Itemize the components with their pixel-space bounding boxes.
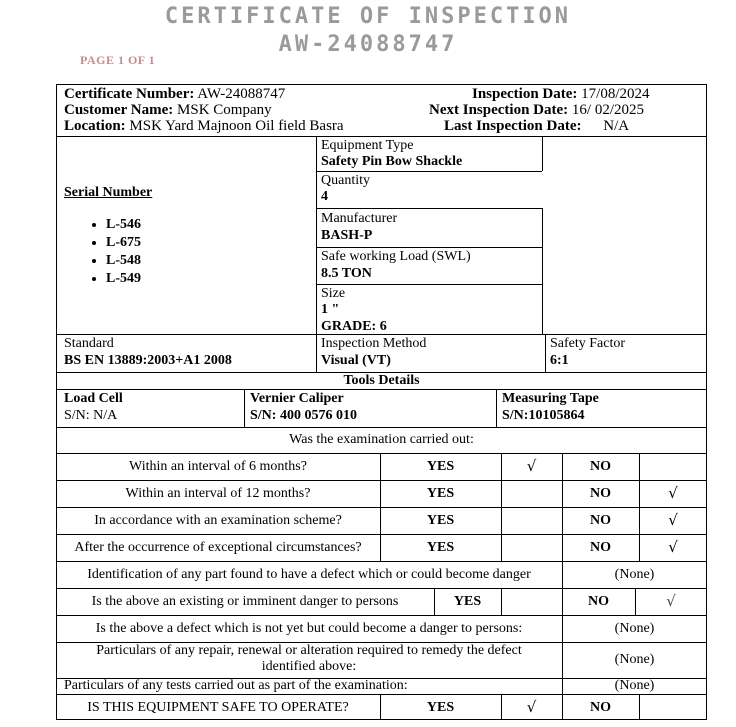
repair-value: (None) [614, 652, 655, 667]
inspection-method-label: Inspection Method [321, 336, 427, 351]
certificate-title: CERTIFICATE OF INSPECTION [164, 4, 572, 29]
check-icon: √ [668, 538, 678, 556]
header-last-date [444, 118, 629, 134]
divider [56, 427, 707, 428]
load-cell-sn: S/N: N/A [64, 408, 118, 423]
defect-not-yet-value: (None) [614, 621, 655, 636]
vernier-caliper-label: Vernier Caliper [250, 391, 344, 406]
divider [316, 171, 542, 172]
divider [542, 136, 543, 171]
customer-value: MSK Company [177, 102, 272, 118]
standard-value: BS EN 13889:2003+A1 2008 [64, 353, 232, 368]
header-location [64, 118, 344, 134]
last-date-value: N/A [603, 118, 630, 134]
header-next-date [429, 102, 644, 118]
certificate-number-title: AW-24088747 [278, 32, 458, 57]
yes-label: YES [453, 594, 482, 609]
quantity-value: 4 [321, 189, 328, 204]
divider [56, 694, 707, 695]
standard-label: Standard [64, 336, 114, 351]
measuring-tape-sn: S/N:10105864 [502, 408, 585, 423]
serial-item: • L-548 [106, 252, 141, 270]
serial-item: • L-546 [106, 216, 141, 234]
divider [542, 208, 543, 334]
check-icon: √ [526, 698, 537, 716]
safety-factor-value: 6:1 [550, 353, 569, 368]
inspection-method-value: Visual (VT) [321, 353, 391, 368]
exam-row-question: Within an interval of 12 months? [125, 486, 311, 501]
next-date-label: Next Inspection Date: [429, 102, 569, 118]
check-icon: √ [666, 592, 676, 610]
inspection-date-value: 17/08/2024 [581, 86, 650, 102]
divider [56, 615, 707, 616]
serial-item: • L-675 [106, 234, 141, 252]
divider [316, 247, 542, 248]
safety-factor-label: Safety Factor [550, 336, 626, 351]
manufacturer-value: BASH-P [321, 228, 373, 243]
grade-value: GRADE: 6 [321, 319, 387, 334]
danger-question: Is the above an existing or imminent danger to persons [91, 594, 399, 609]
yes-label: YES [426, 513, 455, 528]
load-cell-label: Load Cell [64, 391, 123, 406]
equipment-type-value: Safety Pin Bow Shackle [321, 154, 463, 169]
check-icon: √ [668, 484, 678, 502]
size-value: 1 " [321, 302, 340, 317]
no-label: NO [590, 486, 611, 501]
examination-question: Was the examination carried out: [289, 432, 474, 447]
divider [56, 561, 707, 562]
yes-label: YES [426, 700, 455, 715]
swl-label: Safe working Load (SWL) [321, 249, 471, 264]
swl-value: 8.5 TON [321, 266, 372, 281]
exam-row-question: Within an interval of 6 months? [129, 459, 307, 474]
divider [501, 588, 502, 615]
yes-label: YES [426, 540, 455, 555]
divider [56, 334, 707, 335]
divider [316, 284, 542, 285]
location-label: Location: [64, 118, 126, 134]
tests-question: Particulars of any tests carried out as part of the examination: [64, 678, 408, 693]
identification-question: Identification of any part found to have a defect which or could become danger [87, 567, 531, 582]
divider [56, 480, 707, 481]
equipment-type-label: Equipment Type [321, 138, 414, 153]
divider [56, 453, 707, 454]
tests-value: (None) [614, 678, 655, 693]
header-certificate [64, 86, 285, 102]
divider [56, 588, 707, 589]
divider [639, 694, 640, 720]
defect-not-yet-question: Is the above a defect which is not yet but could become a danger to persons: [95, 621, 523, 636]
serial-number-list [88, 216, 141, 288]
no-label: NO [590, 700, 611, 715]
divider [316, 136, 317, 334]
tools-heading: Tools Details [343, 373, 420, 388]
serial-item: • L-549 [106, 270, 141, 288]
no-label: NO [590, 459, 611, 474]
repair-question-line1: Particulars of any repair, renewal or alteration required to remedy the defect [96, 643, 522, 658]
divider [56, 534, 707, 535]
header-inspection-date [472, 86, 650, 102]
exam-row-question: In accordance with an examination scheme? [94, 513, 342, 528]
safe-to-operate-question: IS THIS EQUIPMENT SAFE TO OPERATE? [87, 700, 349, 715]
yes-label: YES [426, 459, 455, 474]
next-date-value: 16/ 02/2025 [571, 102, 644, 118]
no-label: NO [590, 513, 611, 528]
divider [316, 208, 542, 209]
check-icon: √ [668, 511, 678, 529]
vernier-caliper-sn: S/N: 400 0576 010 [250, 408, 357, 423]
location-value: MSK Yard Majnoon Oil field Basra [129, 118, 344, 134]
customer-label: Customer Name: [64, 102, 174, 118]
cert-number-value: AW-24088747 [197, 86, 286, 102]
identification-value: (None) [614, 567, 655, 582]
yes-label: YES [426, 486, 455, 501]
check-icon: √ [526, 457, 537, 475]
inspection-date-label: Inspection Date: [472, 86, 578, 102]
divider [56, 389, 707, 390]
divider [56, 507, 707, 508]
serial-number-label: Serial Number [64, 185, 153, 200]
quantity-label: Quantity [321, 173, 370, 188]
page-label: PAGE 1 OF 1 [80, 53, 156, 67]
divider [316, 334, 317, 372]
divider [496, 389, 497, 427]
divider [545, 334, 546, 372]
measuring-tape-label: Measuring Tape [502, 391, 599, 406]
divider [244, 389, 245, 427]
exam-row-question: After the occurrence of exceptional circumstances? [74, 540, 362, 555]
last-date-label: Last Inspection Date: [444, 118, 582, 134]
size-label: Size [321, 286, 346, 301]
cert-number-label: Certificate Number: [64, 86, 195, 102]
no-label: NO [590, 540, 611, 555]
repair-question-line2: identified above: [261, 659, 357, 674]
no-label: NO [588, 594, 609, 609]
manufacturer-label: Manufacturer [321, 211, 398, 226]
header-customer [64, 102, 272, 118]
divider [56, 136, 707, 137]
